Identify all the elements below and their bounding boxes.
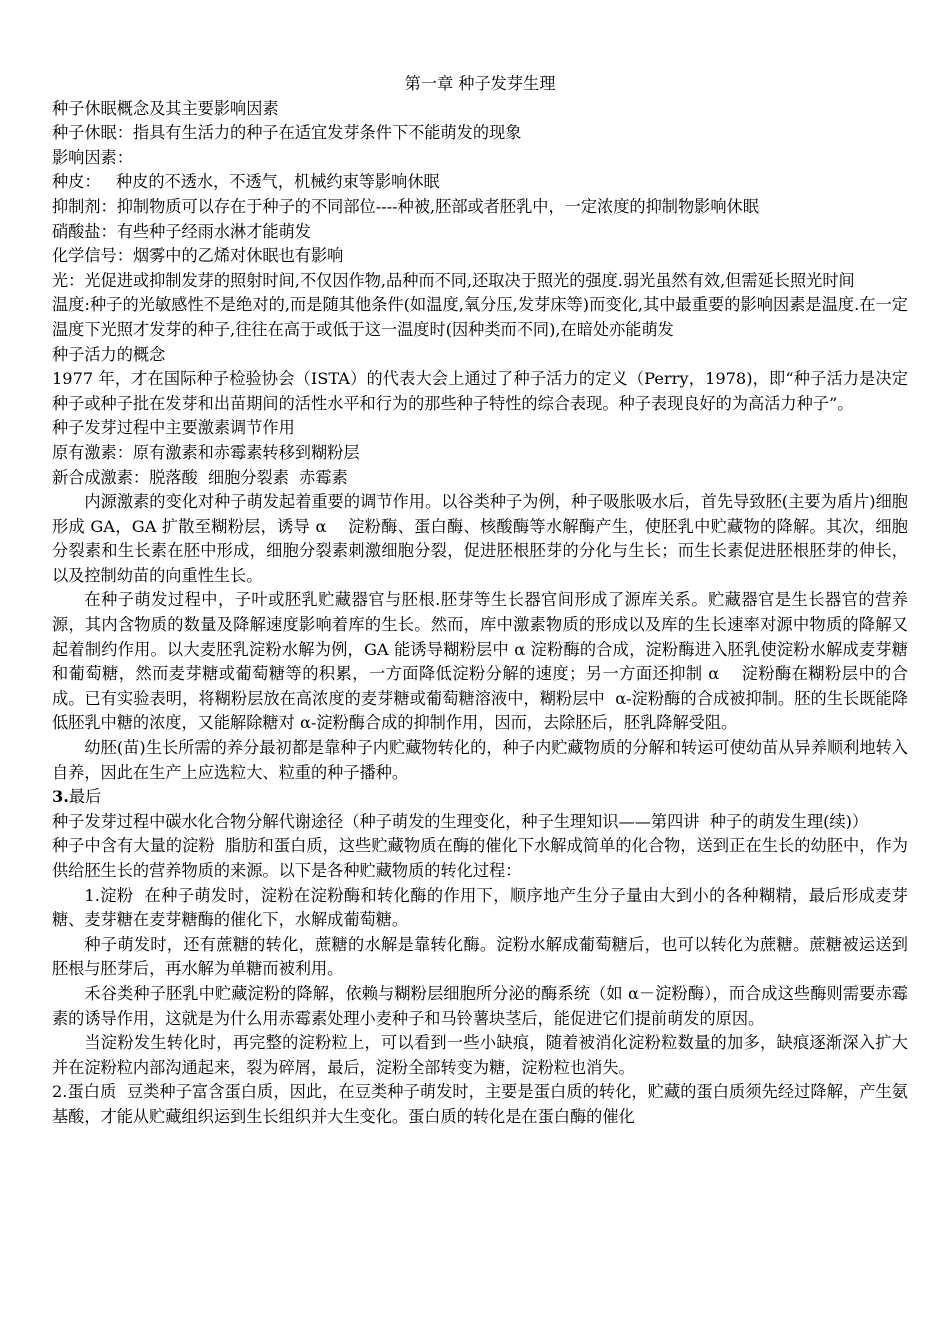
paragraph-endogenous-hormones: 内源激素的变化对种子萌发起着重要的调节作用。以谷类种子为例，种子吸胀吸水后，首先导致胚(主要为盾片)细胞形成 GA，GA 扩散至糊粉层，诱导 α 淀粉酶、蛋白酶、核酸酶等水解酶产生，使胚乳中贮藏物的降解。其次，细胞分裂素和生长素在胚中形成，细胞分裂素刺激细胞分裂，促进胚根胚芽的分化与生长；而生长素促进胚根胚芽的伸长，以及控制幼苗的向重性生长。 bbox=[52, 492, 908, 585]
paragraph-starch-grain: 当淀粉发生转化时，再完整的淀粉粒上，可以看到一些小缺痕，随着被消化淀粉粒数量的加多，缺痕逐渐深入扩大并在淀粉粒内部沟通起来，裂为碎屑，最后，淀粉全部转变为糖，淀粉粒也消失。 bbox=[52, 1033, 908, 1077]
factor-inhibitor: 抑制剂：抑制物质可以存在于种子的不同部位----种被,胚部或者胚乳中，一定浓度的抑制物影响休眠 bbox=[52, 196, 759, 216]
paragraph-sucrose: 种子萌发时，还有蔗糖的转化，蔗糖的水解是靠转化酶。淀粉水解成葡萄糖后，也可以转化为蔗糖。蔗糖被运送到胚根与胚芽后，再水解为单糖而被利用。 bbox=[52, 934, 908, 979]
section-3-number: 3. bbox=[52, 787, 69, 807]
original-hormones: 原有激素：原有激素和赤霉素转移到糊粉层 bbox=[52, 442, 360, 462]
document-page bbox=[52, 72, 908, 1130]
dormancy-definition: 种子休眠：指具有生活力的种子在适宜发芽条件下不能萌发的现象 bbox=[52, 123, 522, 143]
paragraph-source-sink: 在种子萌发过程中，子叶或胚乳贮藏器官与胚根.胚芽等生长器官间形成了源库关系。贮藏器官是生长器官的营养源，其内含物质的数量及降解速度影响着库的生长。然而，库中激素物质的形成以及库的生长速率对源中物质的降解又起着制约作用。以大麦胚乳淀粉水解为例，GA 能诱导糊粉层中 α 淀粉酶的合成，淀粉酶进入胚乳使淀粉水解成麦芽糖和葡萄糖，然而麦芽糖或葡萄糖等的积累，一方面降低淀粉分解的速度；另一方面还抑制 α 淀粉酶在糊粉层中的合成。已有实验表明，将糊粉层放在高浓度的麦芽糖或葡萄糖溶液中，糊粉层中 α-淀粉酶的合成被抑制。胚的生长既能降低胚乳中糖的浓度，又能解除糖对 α-淀粉酶合成的抑制作用，因而，去除胚后，胚乳降解受阻。 bbox=[52, 590, 908, 733]
heading-dormancy: 种子休眠概念及其主要影响因素 bbox=[52, 98, 279, 118]
vigor-definition: 1977 年，才在国际种子检验协会（ISTA）的代表大会上通过了种子活力的定义（Perry，1978)，即“种子活力是决定种子或种子批在发芽和出苗期间的活性水平和行为的那些种子特性的综合表现。种子表现良好的为高活力种子”。 bbox=[52, 369, 908, 413]
section-3-heading bbox=[52, 785, 908, 810]
paragraph-seedling-nutrition: 幼胚(苗)生长所需的养分最初都是靠种子内贮藏物转化的，种子内贮藏物质的分解和转运可使幼苗从异养顺利地转入自养，因此在生产上应选粒大、粒重的种子播种。 bbox=[52, 738, 908, 782]
paragraph-starch: 1.淀粉 在种子萌发时，淀粉在淀粉酶和转化酶的作用下，顺序地产生分子量由大到小的各种糊精，最后形成麦芽糖、麦芽糖在麦芽糖酶的催化下，水解成葡萄糖。 bbox=[52, 885, 908, 930]
factors-label: 影响因素： bbox=[52, 147, 133, 167]
chapter-title: 第一章 种子发芽生理 bbox=[404, 74, 556, 93]
factor-light: 光：光促进或抑制发芽的照射时间,不仅因作物,品种而不同,还取决于照光的强度.弱光虽然有效,但需延长照光时间 bbox=[52, 270, 855, 290]
factor-temperature: 温度:种子的光敏感性不是绝对的,而是随其他条件(如温度,氧分压,发芽床等)而变化,其中最重要的影响因素是温度.在一定温度下光照才发芽的种子,往往在高于或低于这一温度时(因种类而不同),在暗处亦能萌发 bbox=[52, 295, 908, 339]
paragraph-cereal-starch: 禾谷类种子胚乳中贮藏淀粉的降解，依赖与糊粉层细胞所分泌的酶系统（如 α－淀粉酶），而合成这些酶则需要赤霉素的诱导作用，这就是为什么用赤霉素处理小麦种子和马铃薯块茎后，能促进它们提前萌发的原因。 bbox=[52, 983, 908, 1028]
heading-carbohydrate: 种子发芽过程中碳水化合物分解代谢途径（种子萌发的生理变化，种子生理知识——第四讲 种子的萌发生理(续)） bbox=[52, 811, 869, 831]
heading-hormones: 种子发芽过程中主要激素调节作用 bbox=[52, 418, 295, 438]
factor-chemical-signal: 化学信号：烟雾中的乙烯对休眠也有影响 bbox=[52, 246, 344, 266]
heading-vigor: 种子活力的概念 bbox=[52, 344, 166, 364]
section-3-text: 最后 bbox=[68, 787, 102, 807]
storage-overview: 种子中含有大量的淀粉 脂肪和蛋白质，这些贮藏物质在酶的催化下水解成简单的化合物，送到正在生长的幼胚中，作为供给胚生长的营养物质的来源。以下是各种贮藏物质的转化过程： bbox=[52, 836, 908, 880]
new-hormones: 新合成激素：脱落酸 细胞分裂素 赤霉素 bbox=[52, 467, 348, 487]
factor-nitrate: 硝酸盐：有些种子经雨水淋才能萌发 bbox=[52, 221, 311, 241]
factor-seed-coat: 种皮： 种皮的不透水，不透气，机械约束等影响休眠 bbox=[52, 172, 440, 192]
paragraph-protein: 2.蛋白质 豆类种子富含蛋白质，因此，在豆类种子萌发时，主要是蛋白质的转化，贮藏的蛋白质须先经过降解，产生氨基酸，才能从贮藏组织运到生长组织并大生变化。蛋白质的转化是在蛋白酶的催化 bbox=[52, 1082, 908, 1126]
